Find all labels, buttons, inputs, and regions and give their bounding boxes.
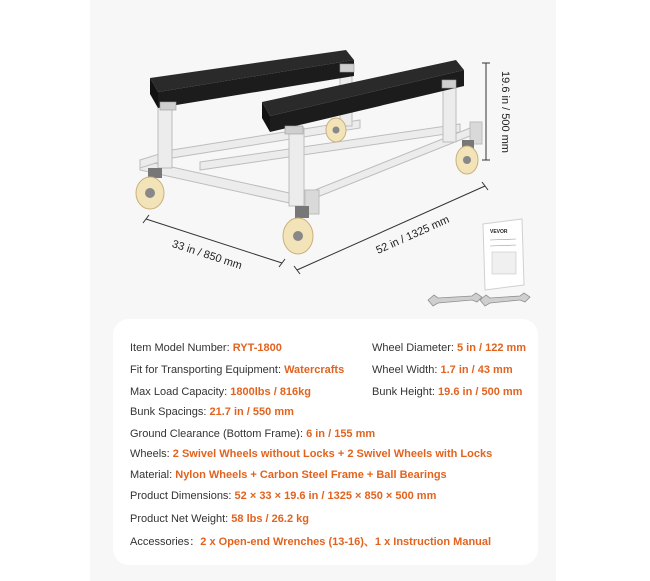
spec-load — [130, 385, 311, 399]
spec-load-value: 1800lbs / 816kg — [230, 386, 312, 398]
spec-material — [130, 468, 447, 482]
spec-material-value: Nylon Wheels + Carbon Steel Frame + Ball Bearings — [175, 469, 447, 481]
spec-dimensions-label: Product Dimensions: — [130, 490, 235, 502]
spec-clearance — [130, 427, 375, 441]
spec-spacing-label: Bunk Spacings: — [130, 406, 210, 418]
spec-dimensions-value: 52 × 33 × 19.6 in / 1325 × 850 × 500 mm — [234, 490, 437, 502]
spec-wheels-label: Wheels: — [130, 448, 173, 460]
spec-spacing-value: 21.7 in / 550 mm — [209, 406, 294, 418]
spec-model-value: RYT-1800 — [232, 342, 282, 354]
spec-bunk-height-label: Bunk Height: — [372, 386, 439, 398]
instruction-manual — [483, 219, 524, 290]
spec-wheel-width-value: 1.7 in / 43 mm — [440, 364, 513, 376]
spec-wheel-width — [372, 363, 513, 377]
spec-wheels-value: 2 Swivel Wheels without Locks + 2 Swivel Wheels with Locks — [172, 448, 493, 460]
wheel-back-left — [326, 118, 346, 142]
open-end-wrenches — [428, 293, 530, 306]
spec-equipment — [130, 363, 344, 377]
spec-accessories-value: 2 x Open-end Wrenches (13-16)、1 x Instruction Manual — [200, 536, 492, 548]
manual-brand: VEVOR — [490, 229, 508, 235]
spec-wheels — [130, 447, 492, 461]
spec-weight — [130, 512, 309, 526]
spec-wheel-diameter-value: 5 in / 122 mm — [456, 342, 527, 354]
spec-load-label: Max Load Capacity: — [130, 386, 231, 398]
specifications-card — [113, 319, 538, 565]
spec-material-label: Material: — [130, 469, 176, 481]
wheel-front-left — [136, 168, 164, 209]
spec-weight-value: 58 lbs / 26.2 kg — [231, 513, 309, 525]
spec-bunk-height-value: 19.6 in / 500 mm — [438, 386, 523, 398]
spec-clearance-value: 6 in / 155 mm — [306, 428, 376, 440]
spec-accessories-label: Accessories： — [130, 536, 201, 548]
spec-model — [130, 341, 282, 355]
spec-wheel-diameter-label: Wheel Diameter: — [372, 342, 457, 354]
spec-equipment-label: Fit for Transporting Equipment: — [130, 364, 285, 376]
spec-clearance-label: Ground Clearance (Bottom Frame): — [130, 428, 307, 440]
height-dimension-line — [482, 63, 490, 160]
spec-dimensions — [130, 489, 436, 503]
length-dimension-label: 52 in / 1325 mm — [374, 213, 452, 257]
wheel-front-right — [283, 206, 313, 254]
wheel-back-right — [456, 140, 478, 174]
length-dimension-line — [294, 182, 488, 274]
spec-spacing — [130, 405, 294, 419]
spec-equipment-value: Watercrafts — [284, 364, 345, 376]
spec-bunk-height — [372, 385, 522, 399]
spec-wheel-diameter — [372, 341, 526, 355]
width-dimension-label: 33 in / 850 mm — [170, 238, 244, 273]
spec-wheel-width-label: Wheel Width: — [372, 364, 441, 376]
carpeted-bunks — [150, 50, 464, 132]
spec-weight-label: Product Net Weight: — [130, 513, 232, 525]
spec-accessories — [130, 535, 491, 549]
height-dimension-label: 19.6 in / 500 mm — [499, 71, 511, 153]
spec-model-label: Item Model Number: — [130, 342, 233, 354]
